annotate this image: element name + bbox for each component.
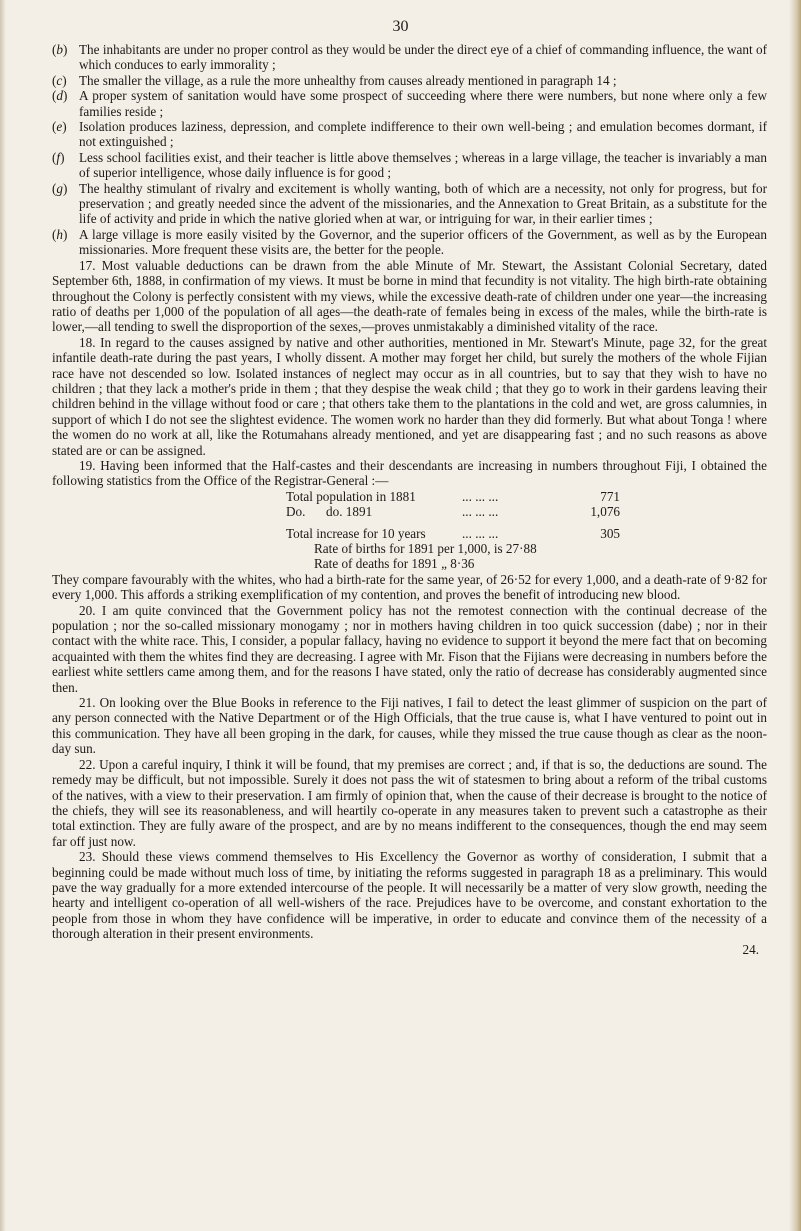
paragraph-20: 20. I am quite convinced that the Government policy has not the remotest connection with the continual decrease of the population ; nor the so-called missionary monogamy ; nor in mothers having children in too quick succession (dabe) ; nor in their contact with the white race. This, I consider, a popular fallacy, having no evidence to support it beyond the mere fact that on becoming acquainted with them the whites find they are decreasing. I agree with Mr. Fison that the Fijians were decreasing in numbers before the earliest white settlers came among them, and for the reasons I have stated, only the ratio of decrease has considerably augmented since then.: [52, 602, 767, 695]
stats-total-row: [286, 526, 767, 541]
list-item-text: A proper system of sanitation would have some prospect of succeeding where there were numbers, but none where only a few families reside ;: [79, 88, 767, 119]
list-item-label: (h): [52, 226, 68, 242]
body-text: [52, 42, 767, 957]
stats-total-dots: ... ... ...: [462, 525, 499, 541]
list-item-text: A large village is more easily visited by the Governor, and the superior officers of the Government, as well as by the European missionaries. More frequent these visits are, the better for the people.: [79, 226, 767, 258]
list-item-label: (f): [52, 149, 65, 165]
paragraph-22: 22. Upon a careful inquiry, I think it will be found, that my premises are correct ; and, if that is so, the deductions are sound. The remedy may be difficult, but not impossible. Surely it does not pass the wit of statesmen to bring about a reform of the tribal customs of the natives, with a view to their preservation. I am firmly of opinion that, when the cause of their decrease is brought to the notice of the chiefs, they will see its reasonableness, and will heartily co-operate in any measures taken to prevent such a catastrophe as their total extinction. They are fully aware of the prospect, and are by no means indifferent to the consequences, though the end may seem far off just now.: [52, 756, 767, 849]
paragraph-19: 19. Having been informed that the Half-castes and their descendants are increasing in numbers throughout Fiji, I obtained the following statistics from the Office of the Registrar-General :—: [52, 457, 767, 489]
list-item-text: The inhabitants are under no proper control as they would be under the direct eye of a chief of commanding influence, the want of which conduces to early immorality ;: [79, 42, 767, 73]
paragraph-21: 21. On looking over the Blue Books in reference to the Fiji natives, I fail to detect the least glimmer of suspicion on the part of any person connected with the Native Department or of the High Officials, that the true cause is, what I have ventured to point out in this communication. They have all been groping in the dark, for causes, while they missed the true cause though as clear as the noon-day sun.: [52, 695, 767, 757]
page-edge: [789, 0, 801, 1231]
list-item-label: (g): [52, 180, 68, 196]
page-number: 30: [392, 18, 409, 35]
list-item-label: (b): [52, 42, 68, 57]
stats-row-value: 1,076: [590, 504, 620, 520]
list-item: [52, 181, 767, 227]
list-item: [52, 42, 767, 73]
stats-row-label: Total population in 1881: [286, 488, 416, 504]
catchword: 24.: [742, 941, 759, 957]
stats-row-sub: do. 1891: [326, 504, 373, 520]
stats-row: [286, 504, 767, 519]
paragraph-23: 23. Should these views commend themselves to His Excellency the Governor as worthy of consideration, I submit that a beginning could be made without much loss of time, by initiating the reforms suggested in paragraph 18 as a preliminary. This would pave the way gradually for a more extended intercourse of the people. It will necessarily be a matter of very slow growth, needing the hearty and intelligent co-operation of all well-wishers of the race. Prejudices have to be overcome, and constant exhortation to the people from those in whom they have confidence will be imperative, in order to educate and convince them of the necessity of a thorough alteration in their present environments.: [52, 849, 767, 942]
birth-rate: Rate of births for 1891 per 1,000, is 27·88: [314, 541, 537, 556]
list-item: [52, 150, 767, 181]
list-item-text: Isolation produces laziness, depression, and complete indifference to their own well-being ; and emulation becomes dormant, if not extinguished ;: [79, 119, 767, 150]
list-item: [52, 227, 767, 258]
paragraph-comparison: They compare favourably with the whites, who had a birth-rate for the same year, of 26·52 for every 1,000, and a death-rate of 9·82 for every 1,000. This affords a striking exemplification of my contention, and proves the benefit of introducing new blood.: [52, 571, 767, 603]
stats-row-label: Do.: [286, 504, 306, 520]
lettered-list: [52, 42, 767, 258]
list-item-text: The healthy stimulant of rivalry and excitement is wholly wanting, both of which are a necessity, not only for progress, but for preservation ; and greatly needed since the advent of the missionaries, and the Annexation to Great Britain, as a substitute for the life of activity and pride in which the native gloried when at war, or intriguing for war, in their earlier times ;: [79, 180, 767, 227]
list-item-label: (c): [52, 72, 67, 88]
page-gutter: [0, 0, 6, 1231]
paragraph-17: 17. Most valuable deductions can be drawn from the able Minute of Mr. Stewart, the Assistant Colonial Secretary, dated September 6th, 1888, in confirmation of my views. It must be borne in mind that fecundity is not vitality. The high birth-rate obtaining throughout the Colony is perfectly consistent with my views, while the excessive death-rate of children under one year—the increasing ratio of deaths per 1,000 of the population of all ages—the death-rate of females being in excess of the males, while the birth-rate is lower,—all tending to swell the disproportion of the sexes,—proves unmistakably a diminished vitality of the race.: [52, 257, 767, 335]
stats-total-value: 305: [600, 525, 620, 541]
paragraph-18: 18. In regard to the causes assigned by native and other authorities, mentioned in Mr. Stewart's Minute, page 32, for the great infantile death-rate during the past years, I wholly dissent. A mother may forget her child, but surely the mothers of the whole Fijian race have not descended so low. Isolated instances of neglect may occur as in all countries, but to say that they wish to have no children ; that they lack a mother's pride in them ; that they despise the weak child ; that they go to work in their gardens leaving their children behind in the village without food or care ; that others take them to the plantations in the cold and wet, are gross calumnies, in support of which I do not see the slightest evidence. The women work no harder than they did formerly. But what about Tonga ! where the women do no work at all, like the Rotumahans already mentioned, and yet are disappearing fast ; and no such reasons as above stated are or can be assigned.: [52, 334, 767, 458]
list-item: [52, 88, 767, 119]
stats-row-dots: ... ... ...: [462, 504, 499, 520]
death-rate: Rate of deaths for 1891 „ 8·36: [314, 556, 475, 572]
list-item: [52, 119, 767, 150]
list-item-label: (d): [52, 88, 68, 104]
list-item: [52, 73, 767, 88]
stats-total-label: Total increase for 10 years: [286, 525, 426, 541]
list-item-text: The smaller the village, as a rule the more unhealthy from causes already mentioned in paragraph 14 ;: [79, 72, 617, 88]
list-item-text: Less school facilities exist, and their teacher is little above themselves ; whereas in a large village, the teacher is invariably a man of superior intelligence, whose daily influence is for good ;: [79, 149, 767, 181]
stats-row-value: 771: [600, 488, 620, 504]
list-item-label: (e): [52, 119, 67, 135]
stats-row: [286, 489, 767, 504]
stats-row-dots: ... ... ...: [462, 488, 499, 504]
statistics-table: [52, 489, 767, 541]
